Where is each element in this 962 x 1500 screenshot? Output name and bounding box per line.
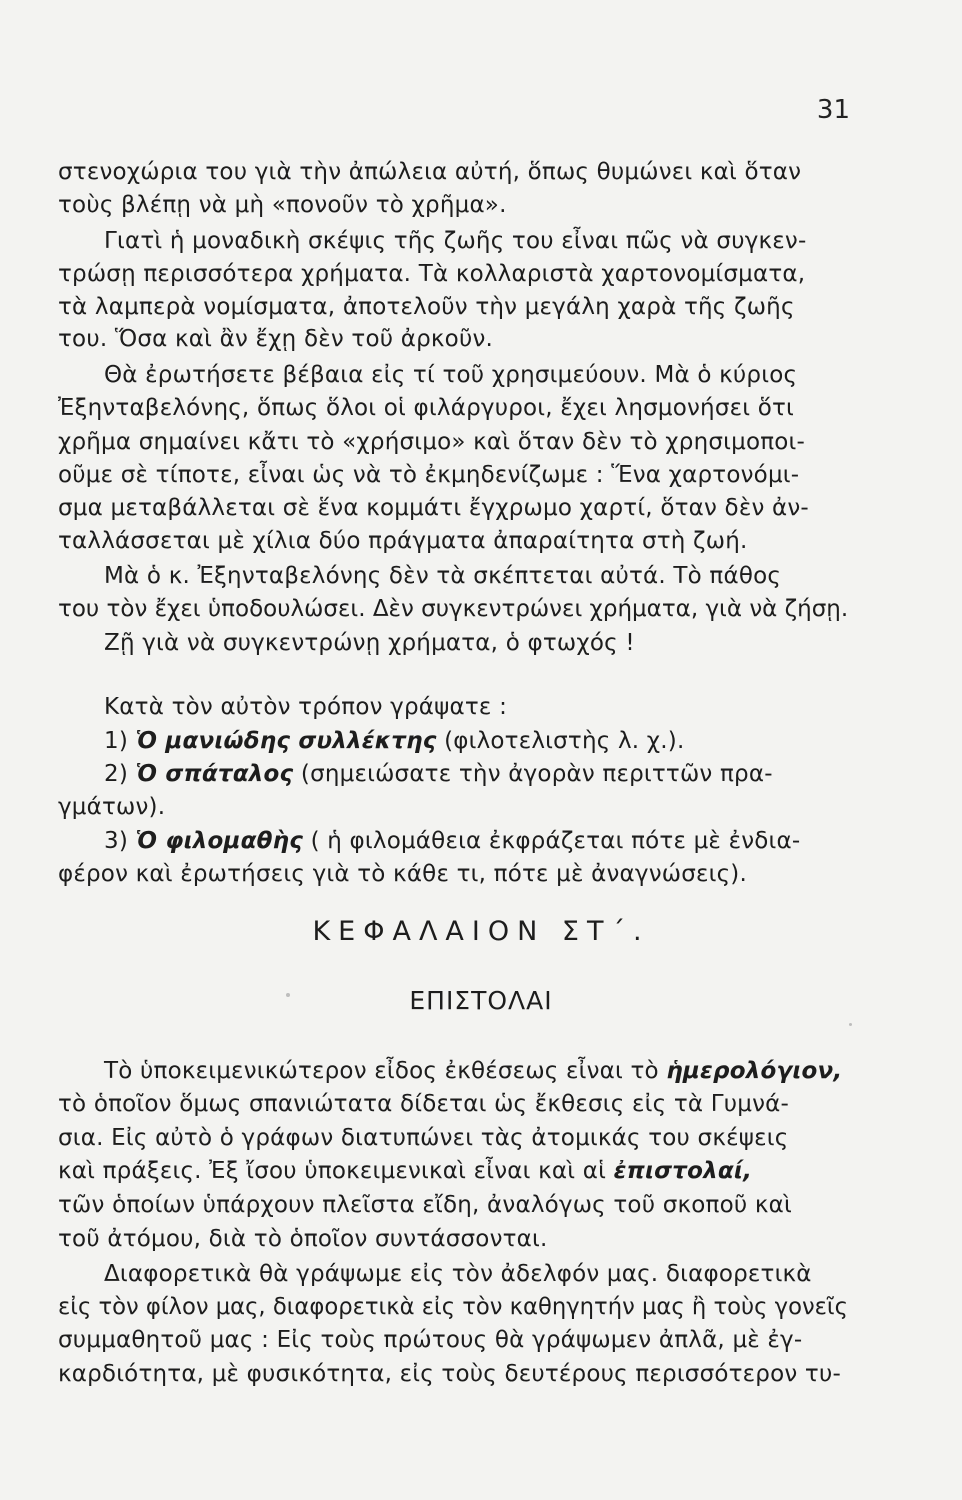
paragraph-7-line-4: καρδιότητα, μὲ φυσικότητα, εἰς τοὺς δευτέρους περισσότερον τυ- <box>58 1361 841 1387</box>
paragraph-3-line-6: ταλλάσσεται μὲ χίλια δύο πράγματα ἀπαραίτητα στὴ ζωή. <box>58 528 748 554</box>
exercise-item-3-title: Ὁ φιλομαθὴς <box>135 828 304 854</box>
paragraph-6-line-6: τοῦ ἀτόμου, διὰ τὸ ὁποῖον συντάσσονται. <box>58 1226 548 1252</box>
paragraph-6-line-4-text: καὶ πράξεις. Ἐξ ἴσου ὑποκειμενικαὶ εἶναι καὶ αἱ <box>58 1158 614 1184</box>
exercise-item-3-continuation: φέρον καὶ ἐρωτήσεις γιὰ τὸ κάθε τι, πότε μὲ ἀναγνώσεις). <box>58 861 747 887</box>
paragraph-6-line-3: σια. Εἰς αὐτὸ ὁ γράφων διατυπώνει τὰς ἀτομικάς του σκέψεις <box>58 1125 789 1151</box>
exercise-item-2-note: (σημειώσατε τὴν ἀγορὰν περιττῶν πρα- <box>300 761 773 787</box>
paragraph-7-line-2: εἰς τὸν φίλον μας, διαφορετικὰ εἰς τὸν καθηγητήν μας ἢ τοὺς γονεῖς <box>58 1294 848 1320</box>
exercise-item-1-number: 1) <box>104 728 129 754</box>
exercise-item-3-note: ( ἡ φιλομάθεια ἐκφράζεται πότε μὲ ἐνδια- <box>310 828 801 854</box>
paragraph-6-line-4 <box>58 1156 752 1186</box>
paragraph-5-line-1: Ζῇ γιὰ νὰ συγκεντρώνῃ χρήματα, ὁ φτωχός ! <box>104 630 635 656</box>
paragraph-7-line-3: συμμαθητοῦ μας : Εἰς τοὺς πρώτους θὰ γράψωμεν ἀπλᾶ, μὲ ἐγ- <box>58 1327 803 1353</box>
exercise-item-2-continuation: γμάτων). <box>58 794 166 820</box>
section-title: ΕΠΙΣΤΟΛΑΙ <box>409 986 553 1015</box>
paragraph-6-line-1 <box>104 1056 842 1086</box>
scan-speck <box>286 993 290 997</box>
paragraph-2-line-2: τρώσῃ περισσότερα χρήματα. Τὰ κολλαριστὰ χαρτονομίσματα, <box>58 261 806 287</box>
exercise-item-2-title: Ὁ σπάταλος <box>135 761 294 787</box>
exercise-item-2-number: 2) <box>104 761 129 787</box>
paragraph-1-line-1: στενοχώρια του γιὰ τὴν ἀπώλεια αὐτή, ὅπως θυμώνει καὶ ὅταν <box>58 159 802 185</box>
paragraph-1-line-2: τοὺς βλέπῃ νὰ μὴ «πονοῦν τὸ χρῆμα». <box>58 192 507 218</box>
paragraph-2-line-4: του. Ὅσα καὶ ἂν ἔχῃ δὲν τοῦ ἀρκοῦν. <box>58 326 494 352</box>
paragraph-3-line-2: Ἐξηνταβελόνης, ὅπως ὅλοι οἱ φιλάργυροι, ἔχει λησμονήσει ὅτι <box>58 395 795 421</box>
exercise-item-3-number: 3) <box>104 828 129 854</box>
exercise-item-1-title: Ὁ μανιώδης συλλέκτης <box>135 728 437 754</box>
paragraph-6-line-5: τῶν ὁποίων ὑπάρχουν πλεῖστα εἴδη, ἀναλόγως τοῦ σκοποῦ καὶ <box>58 1192 792 1218</box>
paragraph-7-line-1: Διαφορετικὰ θὰ γράψωμε εἰς τὸν ἀδελφόν μας. διαφορετικὰ <box>104 1261 812 1287</box>
exercise-item-3 <box>104 826 800 856</box>
scan-speck <box>849 1023 852 1026</box>
paragraph-6-line-2: τὸ ὁποῖον ὅμως σπανιώτατα δίδεται ὡς ἔκθεσις εἰς τὰ Γυμνά- <box>58 1091 790 1117</box>
paragraph-2-line-1: Γιατὶ ἡ μοναδικὴ σκέψις τῆς ζωῆς του εἶναι πῶς νὰ συγκεν- <box>104 228 807 254</box>
chapter-title: ΚΕΦΑΛΑΙΟΝ ΣΤ΄. <box>312 916 650 947</box>
letters-emphasis: ἐπιστολαί, <box>613 1158 753 1184</box>
paragraph-3-line-3: χρῆμα σημαίνει κἄτι τὸ «χρήσιμο» καὶ ὅταν δὲν τὸ χρησιμοποι- <box>58 429 806 455</box>
paragraph-3-line-4: οῦμε σὲ τίποτε, εἶναι ὡς νὰ τὸ ἐκμηδενίζωμε : Ἕνα χαρτονόμι- <box>58 462 800 488</box>
page-number: 31 <box>816 95 850 125</box>
paragraph-4-line-1: Μὰ ὁ κ. Ἐξηνταβελόνης δὲν τὰ σκέπτεται αὐτά. Τὸ πάθος <box>104 563 782 589</box>
paragraph-4-line-2: του τὸν ἔχει ὑποδουλώσει. Δὲν συγκεντρώνει χρήματα, γιὰ νὰ ζήσῃ. <box>58 596 849 622</box>
paragraph-2-line-3: τὰ λαμπερὰ νομίσματα, ἀποτελοῦν τὴν μεγάλη χαρὰ τῆς ζωῆς <box>58 294 795 320</box>
paragraph-3-line-5: σμα μεταβάλλεται σὲ ἕνα κομμάτι ἔγχρωμο χαρτί, ὅταν δὲν ἀν- <box>58 495 809 521</box>
exercise-item-1-note: (φιλοτελιστὴς λ. χ.). <box>444 728 685 754</box>
paragraph-6-line-1-text: Τὸ ὑποκειμενικώτερον εἶδος ἐκθέσεως εἶναι τὸ <box>104 1058 667 1084</box>
diary-emphasis: ἡμερολόγιον, <box>666 1058 843 1084</box>
exercise-intro: Κατὰ τὸν αὐτὸν τρόπον γράψατε : <box>104 694 508 720</box>
paragraph-3-line-1: Θὰ ἐρωτήσετε βέβαια εἰς τί τοῦ χρησιμεύουν. Μὰ ὁ κύριος <box>104 362 798 388</box>
exercise-item-1 <box>104 726 684 756</box>
exercise-item-2 <box>104 759 773 789</box>
